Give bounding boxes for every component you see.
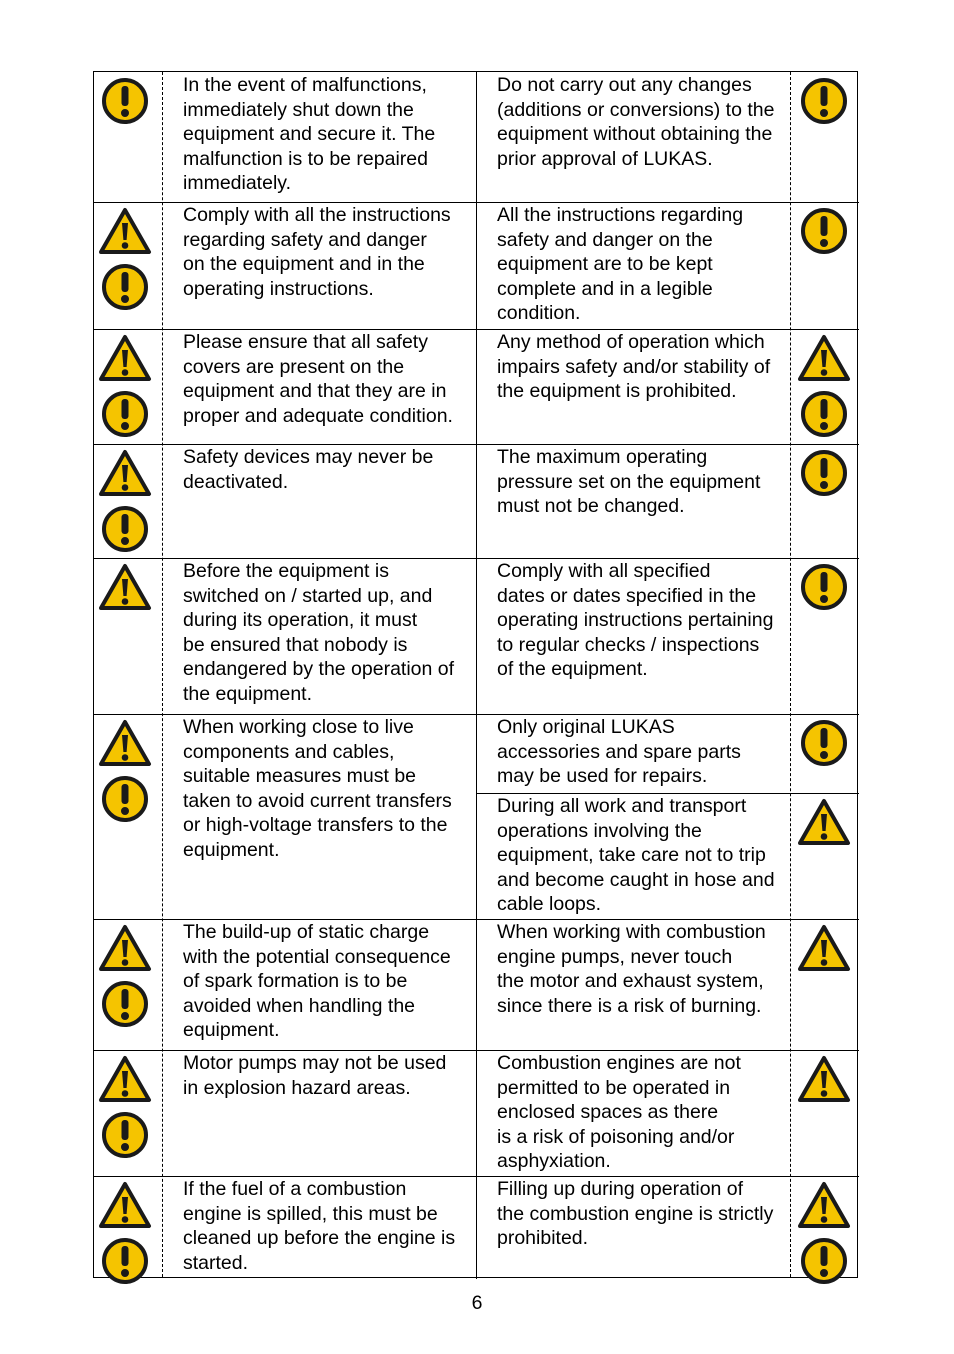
exclamation-circle-icon — [797, 562, 851, 612]
instruction-line: covers are present on the — [183, 355, 405, 378]
instruction-line: Please ensure that all safety — [183, 331, 428, 353]
warning-triangle-icon — [797, 923, 851, 973]
instruction-line: operating instructions. — [183, 277, 374, 300]
instruction-line: suitable measures must be — [183, 765, 417, 788]
instruction-line: safety and danger on the — [497, 228, 713, 251]
exclamation-circle-icon — [98, 979, 152, 1029]
instruction-line: asphyxiation. — [497, 1150, 611, 1173]
instruction-line: condition. — [497, 302, 581, 325]
exclamation-circle-icon — [98, 389, 152, 439]
instruction-line: of spark formation is to be — [183, 970, 408, 993]
instruction-line: All the instructions regarding — [497, 204, 744, 226]
instruction-line: taken to avoid current transfers — [183, 789, 452, 812]
instruction-line: or high-voltage transfers to the — [183, 814, 448, 837]
instruction-line: accessories and spare parts — [497, 740, 741, 763]
instruction-line: avoided when handling the — [183, 994, 416, 1017]
exclamation-circle-icon — [797, 448, 851, 498]
exclamation-circle-icon — [797, 76, 851, 126]
instruction-cell-right — [497, 920, 766, 1018]
warning-triangle-icon — [797, 797, 851, 847]
instruction-line: malfunction is to be repaired — [183, 147, 428, 170]
instruction-line: prior approval of LUKAS. — [497, 147, 713, 170]
instruction-line: the equipment. — [183, 682, 313, 705]
instruction-line: on the equipment and in the — [183, 253, 425, 276]
exclamation-circle-icon — [98, 262, 152, 312]
exclamation-circle-icon — [797, 206, 851, 256]
instruction-cell-right — [497, 203, 743, 326]
instruction-line: Combustion engines are not — [497, 1052, 741, 1074]
instruction-line: switched on / started up, and — [183, 584, 433, 607]
instruction-line: the combustion engine is strictly — [497, 1202, 774, 1225]
instruction-line: during its operation, it must — [183, 609, 418, 632]
instruction-cell-right — [497, 1051, 741, 1174]
instruction-line: must not be changed. — [497, 495, 685, 518]
instruction-line: the equipment is prohibited. — [497, 380, 737, 403]
instruction-line: be ensured that nobody is — [183, 633, 408, 656]
instruction-line: engine pumps, never touch — [497, 945, 733, 968]
exclamation-circle-icon — [797, 389, 851, 439]
instruction-line: operating instructions pertaining — [497, 609, 774, 632]
instruction-line: equipment are to be kept — [497, 253, 713, 276]
instruction-line: Only original LUKAS — [497, 716, 675, 738]
column-divider — [476, 72, 477, 1279]
instruction-line: dates or dates specified in the — [497, 584, 757, 607]
exclamation-circle-icon — [98, 774, 152, 824]
instruction-line: immediately. — [183, 172, 292, 195]
instruction-line: engine is spilled, this must be — [183, 1202, 438, 1225]
instruction-cell-left — [183, 1177, 455, 1275]
icon-column-divider-right — [790, 72, 791, 1277]
instruction-line: Before the equipment is — [183, 560, 389, 582]
instruction-line: endangered by the operation of — [183, 658, 455, 681]
instruction-cell-right — [497, 715, 741, 789]
warning-triangle-icon — [98, 206, 152, 256]
instruction-line: When working with combustion — [497, 921, 766, 943]
icon-column-divider-left — [162, 72, 163, 1277]
warning-triangle-icon — [98, 562, 152, 612]
instruction-cell-left — [183, 715, 452, 863]
warning-triangle-icon — [98, 333, 152, 383]
exclamation-circle-icon — [98, 504, 152, 554]
exclamation-circle-icon — [98, 1110, 152, 1160]
instruction-line: impairs safety and/or stability of — [497, 355, 771, 378]
instruction-line: permitted to be operated in — [497, 1076, 731, 1099]
instruction-line: equipment, take care not to trip — [497, 844, 766, 867]
instruction-line: enclosed spaces as there — [497, 1101, 719, 1124]
instruction-line: Comply with all specified — [497, 560, 711, 582]
instruction-line: with the potential consequence — [183, 945, 451, 968]
instruction-line: Safety devices may never be — [183, 446, 434, 468]
instruction-line: equipment. — [183, 1019, 280, 1042]
instruction-line: deactivated. — [183, 470, 289, 493]
instruction-cell-right — [497, 445, 760, 519]
warning-triangle-icon — [797, 333, 851, 383]
instruction-line: components and cables, — [183, 740, 395, 763]
instruction-cell-left — [183, 330, 453, 428]
warning-triangle-icon — [98, 448, 152, 498]
instruction-line: cleaned up before the engine is — [183, 1227, 456, 1250]
instruction-line: During all work and transport — [497, 795, 747, 817]
instruction-line: immediately shut down the — [183, 98, 414, 121]
instruction-cell-left — [183, 445, 433, 494]
instruction-line: In the event of malfunctions, — [183, 74, 427, 96]
instruction-line: since there is a risk of burning. — [497, 994, 762, 1017]
instruction-line: to regular checks / inspections — [497, 633, 760, 656]
instruction-line: (additions or conversions) to the — [497, 98, 775, 121]
instruction-line: may be used for repairs. — [497, 765, 708, 788]
instruction-cell-left — [183, 73, 435, 196]
instruction-line: in explosion hazard areas. — [183, 1076, 411, 1099]
instruction-line: of the equipment. — [497, 658, 648, 681]
instruction-line: The build-up of static charge — [183, 921, 430, 943]
exclamation-circle-icon — [797, 718, 851, 768]
warning-triangle-icon — [98, 718, 152, 768]
instruction-line: equipment and that they are in — [183, 380, 447, 403]
instruction-cell-right — [497, 1177, 773, 1251]
instruction-line: prohibited. — [497, 1227, 589, 1250]
page-number: 6 — [471, 1292, 483, 1314]
instruction-line: equipment and secure it. The — [183, 123, 436, 146]
instruction-line: is a risk of poisoning and/or — [497, 1125, 735, 1148]
instruction-line: equipment. — [183, 838, 280, 861]
instruction-line: started. — [183, 1251, 249, 1274]
instruction-cell-left — [183, 559, 454, 707]
instruction-line: pressure set on the equipment — [497, 470, 761, 493]
instruction-cell-right — [497, 559, 773, 682]
warning-triangle-icon — [797, 1054, 851, 1104]
instruction-line: equipment without obtaining the — [497, 123, 773, 146]
instruction-line: and become caught in hose and — [497, 868, 775, 891]
instruction-line: cable loops. — [497, 893, 602, 916]
instruction-cell-right — [497, 73, 774, 171]
instruction-line: Filling up during operation of — [497, 1178, 744, 1200]
exclamation-circle-icon — [98, 1236, 152, 1286]
instruction-cell-left — [183, 920, 451, 1043]
instruction-line: The maximum operating — [497, 446, 708, 468]
warning-triangle-icon — [98, 1180, 152, 1230]
instruction-line: the motor and exhaust system, — [497, 970, 764, 993]
instruction-line: regarding safety and danger — [183, 228, 427, 251]
warning-triangle-icon — [98, 923, 152, 973]
instruction-cell-left — [183, 1051, 446, 1100]
instruction-line: Comply with all the instructions — [183, 204, 451, 226]
instruction-cell-right — [497, 794, 775, 917]
instruction-line: Do not carry out any changes — [497, 74, 752, 96]
instruction-cell-left — [183, 203, 451, 301]
exclamation-circle-icon — [797, 1236, 851, 1286]
warning-triangle-icon — [98, 1054, 152, 1104]
instruction-line: proper and adequate condition. — [183, 404, 453, 427]
warning-triangle-icon — [797, 1180, 851, 1230]
instruction-line: complete and in a legible — [497, 277, 713, 300]
instruction-line: Motor pumps may not be used — [183, 1052, 447, 1074]
exclamation-circle-icon — [98, 76, 152, 126]
instruction-line: Any method of operation which — [497, 331, 765, 353]
instruction-cell-right — [497, 330, 770, 404]
instruction-line: When working close to live — [183, 716, 414, 738]
instruction-line: operations involving the — [497, 819, 702, 842]
instruction-line: If the fuel of a combustion — [183, 1178, 407, 1200]
